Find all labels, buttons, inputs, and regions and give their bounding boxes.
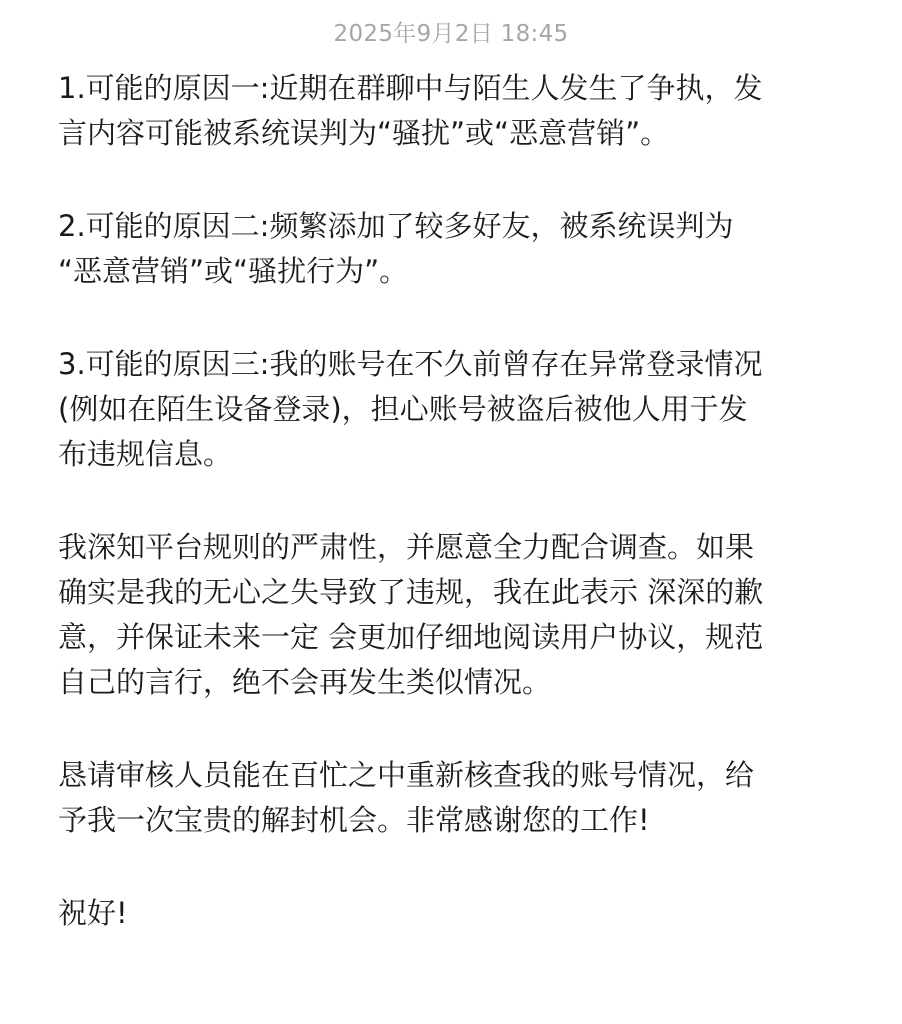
note-timestamp: 2025年9月2日 18:45 xyxy=(333,21,569,47)
note-line: 我深知平台规则的严肃性，并愿意全力配合调查。如果 xyxy=(58,530,755,564)
note-paragraph-closing xyxy=(58,891,848,936)
note-paragraph-reason-2 xyxy=(58,204,848,294)
note-paragraph-apology xyxy=(58,525,848,705)
note-paragraph-request xyxy=(58,753,848,843)
note-line: 言内容可能被系统误判为“骚扰”或“恶意营销”。 xyxy=(58,116,670,150)
note-line: (例如在陌生设备登录)，担心账号被盗后被他人用于发 xyxy=(58,392,748,426)
note-line: 确实是我的无心之失导致了违规，我在此表示 深深的歉 xyxy=(58,575,764,609)
note-line: 3.可能的原因三:我的账号在不久前曾存在异常登录情况 xyxy=(58,347,763,381)
note-line: “恶意营销”或“骚扰行为”。 xyxy=(58,254,409,288)
note-paragraph-reason-3 xyxy=(58,342,848,477)
note-body[interactable] xyxy=(58,66,848,984)
note-line: 恳请审核人员能在百忙之中重新核查我的账号情况，给 xyxy=(58,758,755,792)
note-line: 意，并保证未来一定 会更加仔细地阅读用户协议，规范 xyxy=(58,620,764,654)
note-line: 予我一次宝贵的解封机会。非常感谢您的工作! xyxy=(58,803,650,837)
note-line: 1.可能的原因一:近期在群聊中与陌生人发生了争执，发 xyxy=(58,71,763,105)
note-line: 自己的言行，绝不会再发生类似情况。 xyxy=(58,665,552,699)
note-line: 祝好! xyxy=(58,896,128,930)
note-line: 布违规信息。 xyxy=(58,437,233,471)
note-paragraph-reason-1 xyxy=(58,66,848,156)
note-line: 2.可能的原因二:频繁添加了较多好友，被系统误判为 xyxy=(58,209,734,243)
